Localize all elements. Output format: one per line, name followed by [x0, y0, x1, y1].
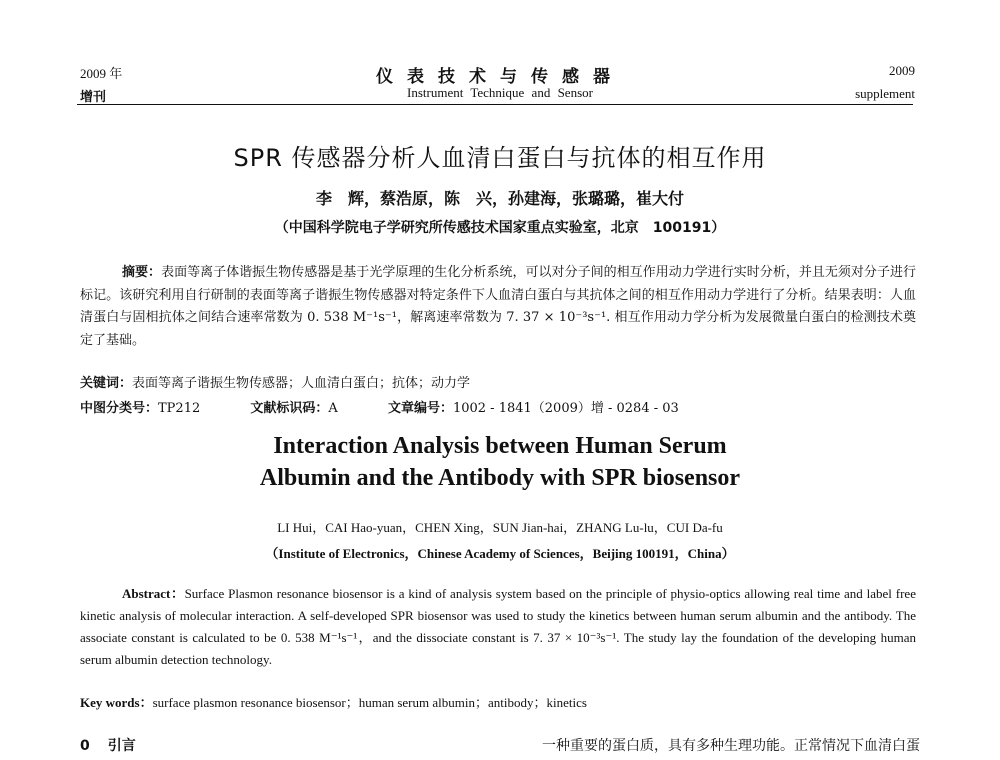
article-number: 文章编号：1002 - 1841（2009）增 - 0284 - 03	[387, 401, 679, 416]
keywords-cn-label: 关键词：	[80, 376, 133, 391]
classification-row	[80, 397, 725, 416]
document-code: 文献标识码：A	[250, 401, 338, 416]
affiliation-cn: （中国科学院电子学研究所传感技术国家重点实验室，北京 100191）	[274, 220, 726, 236]
keywords-cn	[80, 372, 470, 391]
article-title-cn: SPR 传感器分析人血清白蛋白与抗体的相互作用	[233, 144, 767, 172]
section-heading-intro	[80, 735, 136, 755]
section-number: 0	[80, 738, 90, 754]
authors-en: LI Hui，CAI Hao-yuan，CHEN Xing，SUN Jian-hai，ZHANG Lu-lu，CUI Da-fu	[277, 520, 723, 535]
journal-title-cn: 仪表技术与传感器	[376, 67, 624, 87]
keywords-en	[80, 692, 587, 711]
article-title-en-line1: Interaction Analysis between Human Serum	[273, 433, 727, 459]
abstract-cn-text: 表面等离子体谐振生物传感器是基于光学原理的生化分析系统，可以对分子间的相互作用动力学进行实时分析，并且无须对分子进行标记。该研究利用自行研制的表面等离子谐振生物传感器对特定条件下人血清白蛋白与其抗体之间的相互作用动力学进行了分析。结果表明：人血清蛋白与固相抗体之间结合速率常数为 0. 538 M⁻¹s⁻¹，解离速率常数为 7. 37 × 10⁻³s⁻¹. 相互作用动力学分析为发展微量白蛋白的检测技术奠定了基础。	[80, 265, 916, 348]
keywords-en-text: surface plasmon resonance biosensor；human serum albumin；antibody；kinetics	[152, 695, 587, 710]
header-issue-right: supplement	[855, 86, 915, 101]
section-title: 引言	[107, 738, 136, 754]
keywords-cn-text: 表面等离子谐振生物传感器；人血清白蛋白；抗体；动力学	[132, 376, 471, 391]
journal-title-en: Instrument Technique and Sensor	[407, 85, 593, 100]
abstract-cn	[80, 262, 916, 352]
header-issue-left: 增刊	[80, 90, 107, 105]
abstract-en	[80, 583, 916, 671]
header-year-left: 2009 年	[80, 66, 123, 81]
header-rule	[77, 104, 913, 105]
abstract-en-text: Surface Plasmon resonance biosensor is a kind of analysis system based on the principle of physio-optics allowing real time and label free kinetic analysis of molecular interaction. A self-developed SPR biosensor was used to study the kinetics between human serum albumin and the antibody. The associate constant is calculated to be 0. 538 M⁻¹s⁻¹，and the dissociate constant is 7. 37 × 10⁻³s⁻¹. The study lay the foundation of the developing human serum albumin detection technology.	[80, 586, 916, 667]
header-year-right: 2009	[889, 63, 915, 78]
abstract-cn-label: 摘要：	[122, 265, 162, 280]
keywords-en-label: Key words：	[80, 695, 153, 710]
clc-number: 中图分类号：TP212	[80, 401, 201, 416]
article-title-en-line2: Albumin and the Antibody with SPR biosensor	[259, 465, 741, 491]
article-title-en	[0, 430, 1000, 494]
authors-cn: 李 辉，蔡浩原，陈 兴，孙建海，张璐璐，崔大付	[315, 189, 684, 208]
affiliation-en: （Institute of Electronics，Chinese Academy of Sciences，Beijing 100191，China）	[265, 546, 735, 561]
body-text-right-column: 一种重要的蛋白质，具有多种生理功能。正常情况下血清白蛋	[542, 738, 920, 754]
abstract-en-label: Abstract：	[122, 586, 185, 601]
